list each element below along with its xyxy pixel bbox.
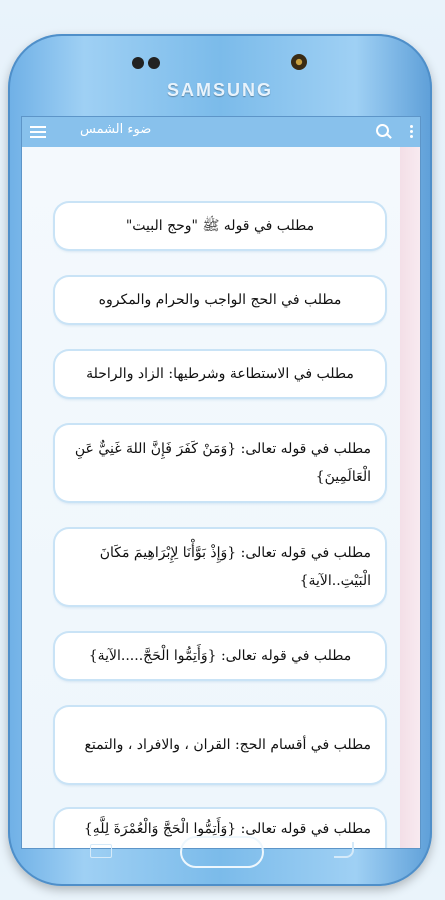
- phone-frame: [8, 34, 432, 886]
- front-camera: [291, 54, 307, 70]
- menu-icon[interactable]: [30, 126, 46, 138]
- search-icon[interactable]: [376, 124, 392, 140]
- side-strip: [400, 147, 420, 848]
- item-list: [22, 147, 420, 848]
- phone-top-bezel: [8, 34, 432, 114]
- app-bar: [22, 117, 420, 147]
- list-item[interactable]: مطلب في أقسام الحج: القران ، والافراد ، والتمتع: [55, 707, 385, 783]
- list-item[interactable]: مطلب في الاستطاعة وشرطيها: الزاد والراحلة: [55, 351, 385, 397]
- list-item[interactable]: مطلب في قوله ﷺ "وحج البيت": [55, 203, 385, 249]
- back-icon[interactable]: [334, 842, 354, 858]
- brand-logo: SAMSUNG: [166, 80, 273, 100]
- home-button[interactable]: [180, 836, 264, 868]
- sensor-dot: [132, 57, 144, 69]
- list-item[interactable]: مطلب في قوله تعالى: {وَأَتِمُّوا الْحَجَّ وَالْعُمْرَةَ لِلَّهِ}: [55, 809, 385, 849]
- app-title: ضوء الشمس: [80, 122, 152, 137]
- sensor-dot: [148, 57, 160, 69]
- phone-nav-buttons: [8, 832, 432, 868]
- more-vert-icon[interactable]: [410, 125, 414, 141]
- list-item[interactable]: مطلب في الحج الواجب والحرام والمكروه: [55, 277, 385, 323]
- list-item[interactable]: مطلب في قوله تعالى: {وَمَنْ كَفَرَ فَإِنَّ اللهَ غَنِيٌّ عَنِ الْعَالَمِينَ}: [55, 425, 385, 501]
- list-item[interactable]: مطلب في قوله تعالى: {وَأَتِمُّوا الْحَجَّ.....الآية}: [55, 633, 385, 679]
- app-screen: [21, 116, 421, 849]
- recent-apps-icon[interactable]: [90, 844, 112, 858]
- list-item[interactable]: مطلب في قوله تعالى: {وَإِذْ بَوَّأْنَا لِإِبْرَاهِيمَ مَكَانَ الْبَيْتِ..الآية}: [55, 529, 385, 605]
